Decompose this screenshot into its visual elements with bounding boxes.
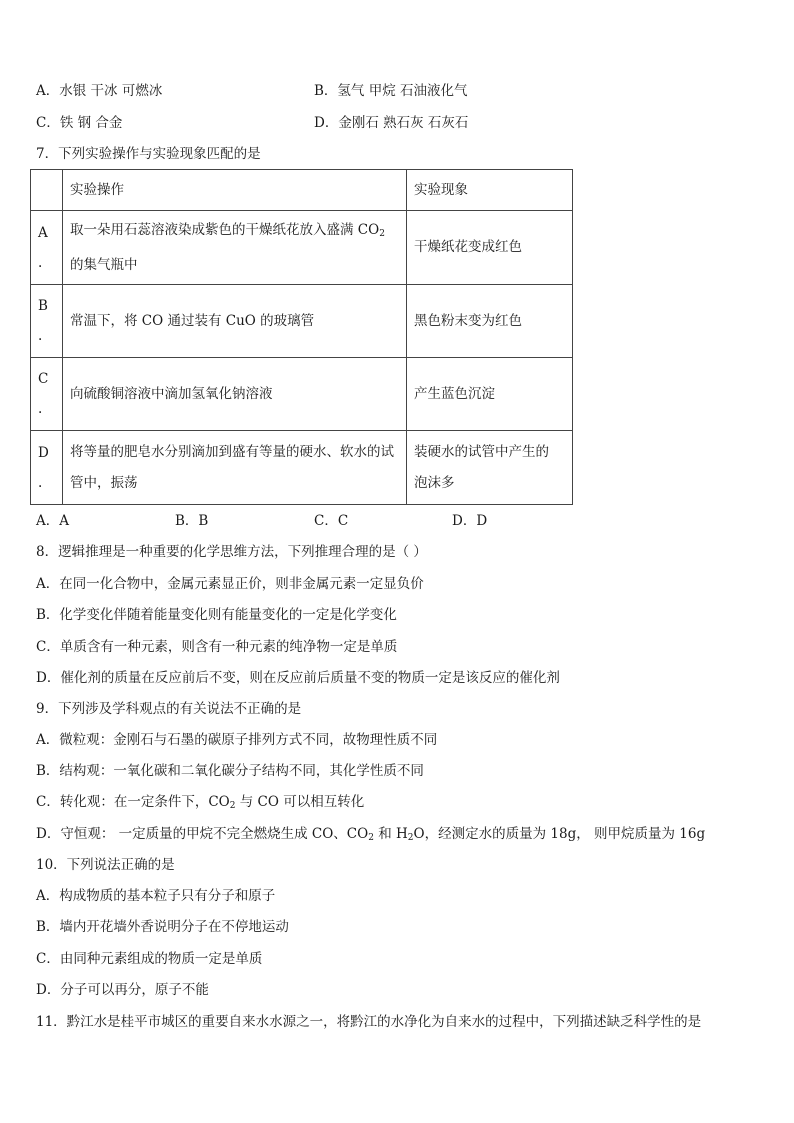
row-letter: C — [38, 371, 49, 387]
row-letter: D — [38, 444, 49, 461]
phenomenon-cell — [407, 431, 573, 505]
table-row — [31, 211, 573, 285]
q7-answer-a: A．A — [36, 513, 69, 529]
table-header-row — [31, 170, 573, 211]
q8-option-b: B．化学变化伴随着能量变化则有能量变化的一定是化学变化 — [36, 607, 397, 623]
q10-option-d: D．分子可以再分，原子不能 — [36, 982, 209, 998]
q11-stem: 11．黔江水是桂平市城区的重要自来水水源之一，将黔江的水净化为自来水的过程中，下列描述缺乏科学性的是 — [36, 1014, 702, 1030]
row-dot: . — [38, 328, 43, 344]
operation-text-2: 的集气瓶中 — [70, 256, 138, 273]
q8-option-d: D．催化剂的质量在反应前后不变，则在反应前后质量不变的物质一定是该反应的催化剂 — [36, 670, 560, 686]
q7-answer-c: C．C — [314, 513, 349, 529]
row-label — [31, 431, 63, 505]
q10-option-a: A．构成物质的基本粒子只有分子和原子 — [36, 888, 276, 904]
q6-option-b: B．氢气 甲烷 石油液化气 — [314, 83, 468, 99]
table-row — [31, 431, 573, 505]
phenomenon-text: 装硬水的试管中产生的 — [414, 443, 549, 460]
q9-option-a: A．微粒观：金刚石与石墨的碳原子排列方式不同，故物理性质不同 — [36, 732, 438, 748]
header-phenomenon: 实验现象 — [407, 170, 573, 211]
q8-option-a: A．在同一化合物中，金属元素显正价，则非金属元素一定显负价 — [36, 576, 424, 592]
row-dot: . — [38, 254, 43, 271]
subscript: 2 — [379, 228, 385, 239]
header-blank-cell — [31, 170, 63, 211]
row-label — [31, 358, 63, 431]
q9-stem: 9．下列涉及学科观点的有关说法不正确的是 — [36, 701, 302, 717]
row-letter: A — [38, 224, 48, 241]
operation-cell: 常温下，将 CO 通过装有 CuO 的玻璃管 — [63, 285, 407, 358]
table-row — [31, 358, 573, 431]
row-dot: . — [38, 474, 43, 491]
q6-option-c: C．铁 钢 合金 — [36, 115, 123, 131]
q6-option-d: D．金刚石 熟石灰 石灰石 — [314, 115, 469, 131]
q10-option-b: B．墙内开花墙外香说明分子在不停地运动 — [36, 919, 289, 935]
operation-text: 将等量的肥皂水分别滴加到盛有等量的硬水、软水的试 — [70, 443, 394, 460]
operation-text: 取一朵用石蕊溶液染成紫色的干燥纸花放入盛满 CO — [70, 221, 380, 238]
q8-stem: 8．逻辑推理是一种重要的化学思维方法，下列推理合理的是（ ） — [36, 544, 427, 560]
q8-option-c: C．单质含有一种元素，则含有一种元素的纯净物一定是单质 — [36, 639, 398, 655]
q6-option-a: A．水银 干冰 可燃冰 — [36, 83, 163, 99]
table-row — [31, 285, 573, 358]
q10-option-c: C．由同种元素组成的物质一定是单质 — [36, 951, 263, 967]
q7-experiment-table — [30, 169, 573, 505]
q10-stem: 10．下列说法正确的是 — [36, 857, 175, 873]
row-label — [31, 211, 63, 285]
row-letter: B — [38, 298, 48, 314]
q9-option-d: D．守恒观： 一定质量的甲烷不完全燃烧生成 CO、$CO_2$ 和 $H_2O$，经测定水的质量为 18g， 则甲烷质量为 16g — [36, 826, 706, 843]
phenomenon-cell: 黑色粉末变为红色 — [407, 285, 573, 358]
row-label — [31, 285, 63, 358]
q9-option-b: B．结构观：一氧化碳和二氧化碳分子结构不同，其化学性质不同 — [36, 763, 424, 779]
operation-cell — [63, 431, 407, 505]
row-dot: . — [38, 401, 43, 417]
phenomenon-text-2: 泡沫多 — [414, 474, 455, 491]
q7-stem: 7．下列实验操作与实验现象匹配的是 — [36, 146, 261, 162]
q9-option-c: C．转化观：在一定条件下，$CO_2$ 与 CO 可以相互转化 — [36, 794, 365, 811]
header-operation: 实验操作 — [63, 170, 407, 211]
phenomenon-cell: 产生蓝色沉淀 — [407, 358, 573, 431]
q7-answer-b: B．B — [175, 513, 209, 529]
operation-cell: 向硫酸铜溶液中滴加氢氧化钠溶液 — [63, 358, 407, 431]
phenomenon-cell: 干燥纸花变成红色 — [407, 211, 573, 285]
operation-cell — [63, 211, 407, 285]
q7-answer-d: D．D — [452, 513, 488, 529]
operation-text-2: 管中，振荡 — [70, 474, 138, 491]
